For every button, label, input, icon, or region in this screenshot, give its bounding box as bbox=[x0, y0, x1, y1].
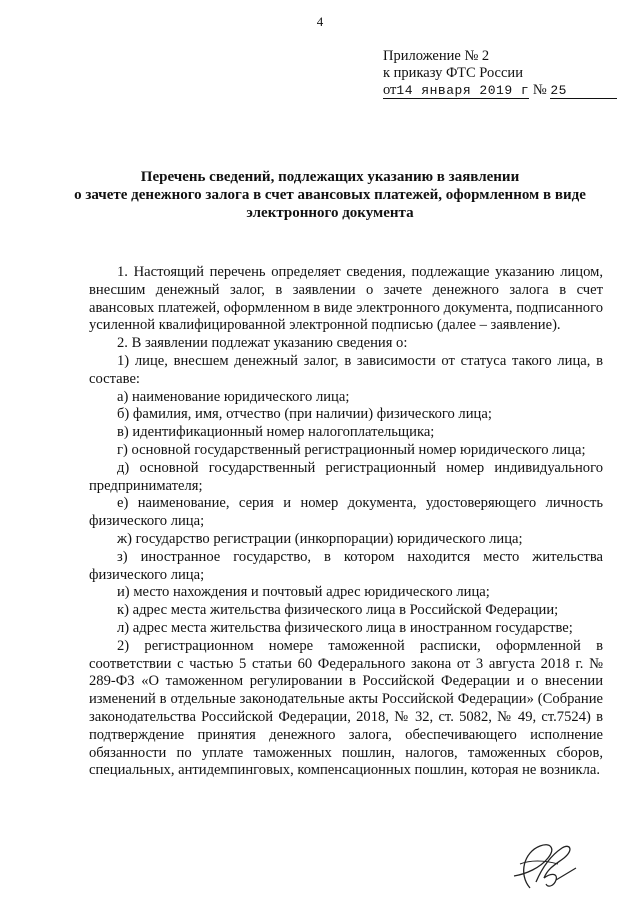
annex-date-value: 14 января 2019 г bbox=[396, 83, 530, 98]
annex-title: Приложение № 2 bbox=[383, 48, 490, 64]
page-number: 4 bbox=[316, 14, 324, 29]
paragraph-1: 1. Настоящий перечень определяет сведения, подлежащие указанию лицом, внесшим денежный залог, в заявлении о зачете денежного залога в счет авансовых платежей, оформленном в виде электронного документа, подписанного усиленной квалифицированной электронной подписью (далее – заявление). bbox=[89, 264, 603, 334]
annex-date-line bbox=[383, 82, 603, 99]
item-b: б) фамилия, имя, отчество (при наличии) физического лица; bbox=[117, 406, 492, 423]
annex-order-ref: к приказу ФТС России bbox=[383, 65, 523, 81]
item-k: к) адрес места жительства физического лица в Российской Федерации; bbox=[117, 602, 559, 619]
signature-icon bbox=[500, 838, 580, 894]
annex-number-prefix: № bbox=[532, 82, 547, 98]
title-line-2: о зачете денежного залога в счет авансовых платежей, оформленном в виде bbox=[74, 187, 586, 203]
title-line-3: электронного документа bbox=[246, 205, 414, 221]
item-v: в) идентификационный номер налогоплательщика; bbox=[117, 424, 435, 441]
paragraph-2-1: 1) лице, внесшем денежный залог, в зависимости от статуса такого лица, в составе: bbox=[89, 352, 603, 387]
annex-number-text: 25 bbox=[550, 83, 567, 98]
item-i: и) место нахождения и почтовый адрес юридического лица; bbox=[117, 584, 490, 601]
item-zh: ж) государство регистрации (инкорпорации) юридического лица; bbox=[117, 530, 523, 547]
item-l: л) адрес места жительства физического лица в иностранном государстве; bbox=[117, 619, 573, 636]
document-title bbox=[60, 168, 600, 222]
item-z: з) иностранное государство, в котором находится место жительства физического лица; bbox=[89, 548, 603, 583]
item-d: д) основной государственный регистрационный номер индивидуального предпринимателя; bbox=[89, 459, 603, 494]
paragraph-2: 2. В заявлении подлежат указанию сведения о: bbox=[117, 335, 408, 352]
annex-number-value bbox=[550, 83, 616, 99]
item-e: е) наименование, серия и номер документа, удостоверяющего личность физического лица; bbox=[89, 495, 603, 530]
annex-block bbox=[383, 48, 603, 99]
paragraph-2-2: 2) регистрационном номере таможенной расписки, оформленной в соответствии с частью 5 статьи 60 Федерального закона от 3 августа 2018 г. № 289-ФЗ «О таможенном регулировании в Российской Федерации и о внесении изменений в отдельные законодательные акты Российской Федерации» (Собрание законодательства Российской Федерации, 2018, № 32, ст. 5082, № 49, ст.7524) в подтверждение принятия денежного залога, обеспечивающего исполнение обязанности по уплате таможенных пошлин, налогов, таможенных сборов, специальных, антидемпинговых, компенсационных пошлин, которая не возникла. bbox=[89, 637, 603, 779]
item-g: г) основной государственный регистрационный номер юридического лица; bbox=[117, 441, 586, 458]
title-line-1: Перечень сведений, подлежащих указанию в заявлении bbox=[140, 169, 520, 185]
document-body bbox=[89, 264, 603, 780]
annex-date bbox=[383, 82, 529, 99]
item-a: а) наименование юридического лица; bbox=[117, 388, 350, 405]
annex-date-prefix: от bbox=[383, 82, 397, 98]
